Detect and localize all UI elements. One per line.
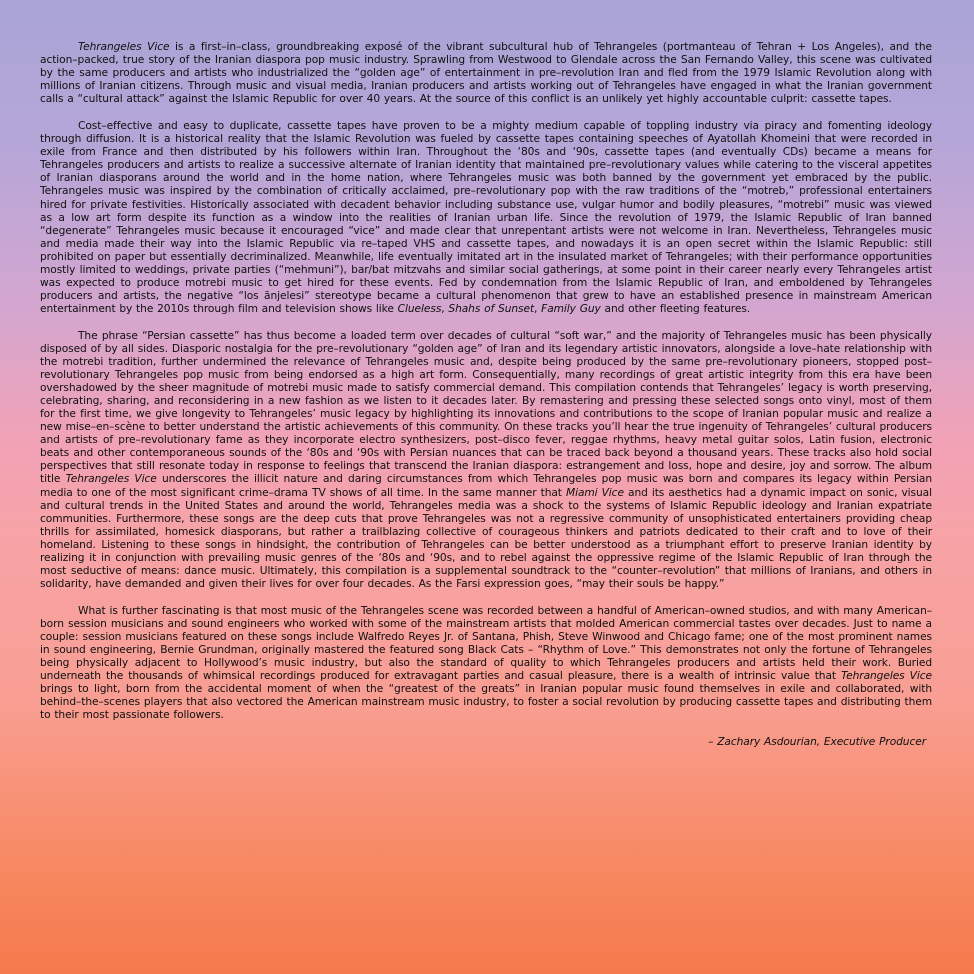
italic-title: Tehrangeles Vice [78,40,170,53]
text-run: underscores the illicit nature and daring circumstances from which Tehrangeles pop music was born and compares its legacy within Persian media to one of the most significant crime–drama TV shows of all time. In the same manner that [40,472,932,499]
text-run: Cost–effective and easy to duplicate, cassette tapes have proven to be a mighty medium capable of toppling industry via piracy and fomenting ideology through diffusion. It is a historical reality that the Islamic Revolution was fueled by cassette tapes containing speeches of Ayatollah Khomeini that were recorded in exile from France and then distributed by his followers within Iran. Throughout the ‘80s and ‘90s, cassette tapes (and eventually CDs) became a means for Tehrangeles producers and artists to realize a successive alternate of Iranian identity that maintained pre–revolutionary values while catering to the visceral appetites of Iranian diasporans around the world and in the home nation, where Tehrangeles music was both banned by the government yet embraced by the public. Tehrangeles music was inspired by the combination of critically acclaimed, pre–revolutionary pop with the raw traditions of the “motreb,” professional entertainers hired for private festivities. Historically associated with decadent behavior including substance use, vulgar humor and bodily pleasures, “motrebi” music was viewed as a low art form despite its function as a window into the realities of Iranian urban life. Since the revolution of 1979, the Islamic Republic of Iran banned “degenerate” Tehrangeles music because it encouraged “vice” and made clear that unrepentant artists were not welcome in Iran. Nevertheless, Tehrangeles music and media made their way into the Islamic Republic via re–taped VHS and cassette tapes, and nowadays it is an open secret within the Islamic Republic: still prohibited on paper but essentially decriminalized. Meanwhile, life eventually imitated art in the insulated market of Tehrangeles; with their performance opportunities mostly limited to weddings, private parties (“mehmuni”), bar/bat mitzvahs and similar social gatherings, at some point in their career nearly every Tehrangeles artist was expected to produce motrebi music to get hired for these events. Fed by condemnation from the Islamic Republic of Iran, and emboldened by Tehrangeles producers and artists, the negative “los ānjelesi” stereotype became a cultural phenomenon that grew to have an established presence in mainstream American entertainment by the 2010s through film and television shows like [40,119,932,315]
italic-title: Tehrangeles Vice [65,472,157,486]
text-run: , [441,301,449,315]
paragraph-1 [40,40,932,105]
italic-title: Tehrangeles Vice [841,669,932,683]
paragraph-2 [40,119,932,315]
italic-title: Shahs of Sunset [448,301,535,315]
text-run: The phrase “Persian cassette” has thus become a loaded term over decades of cultural “soft war,” and the majority of Tehrangeles music has been physically disposed of by all sides. Diasporic nostalgia for the pre–revolutionary “golden age” of Iran and its legendary artistic innovators, alongside a love–hate relationship with the motrebi tradition, further undermined the relevance of Tehrangeles music and, despite being produced by the same pre–revolutionary pioneers, stopped post–revolutionary Tehrangeles pop music from being endorsed as a high art form. Consequentially, many recordings of great artistic integrity from this era have been overshadowed by the sheer magnitude of motrebi music made to satisfy commercial demand. This compilation contends that Tehrangeles’ legacy is worth preserving, celebrating, sharing, and reconsidering in a new fashion as we listen to it decades later. By remastering and pressing these selected songs onto vinyl, most of them for the first time, we give longevity to Tehrangeles’ music legacy by highlighting its innovations and contributions to the scope of Iranian popular music and realize a new mise–en–scène to better understand the artistic achievements of this community. On these tracks you’ll hear the true ingenuity of Tehrangeles’ cultural producers and artists of pre–revolutionary fame as they incorporate electro synthesizers, post–disco fever, reggae rhythms, heavy metal guitar solos, Latin fusion, electronic beats and other contemporaneous sounds of the ‘80s and ‘90s with Persian nuances that can be traced back beyond a thousand years. These tracks also hold social perspectives that still resonate today in response to feelings that transcend the Iranian diaspora: estrangement and loss, hope and desire, joy and sorrow. The album title [40,328,932,486]
italic-title: Clueless [397,301,442,315]
liner-notes [40,40,932,748]
text-run: and its aesthetics had a dynamic impact on sonic, visual and cultural trends in the United States and around the world, Tehrangeles media was a shock to the systems of Islamic Republic ideology and Iranian expatriate communities. Furthermore, these songs are the deep cuts that prove Tehrangeles was not a regressive community of unsophisticated entertainers providing cheap thrills for assimilated, homesick diasporans, but rather a trailblazing collective of courageous thinkers and patriots dedicated to their craft and to love of their homeland. Listening to these songs in hindsight, the contribution of Tehrangeles can be better understood as a triumphant effort to preserve Iranian identity by realizing it in conjunction with prevailing music genres of the ‘80s and ‘90s, and to rebel against the oppressive regime of the Islamic Republic of Iran through the most seductive of means: dance music. Ultimately, this compilation is a supplemental soundtrack to the “counter–revolution” that millions of Iranians, and others in solidarity, have demanded and given their lives for over four decades. As the Farsi expression goes, “may their souls be happy.” [40,485,932,590]
italic-title: Family Guy [541,301,601,315]
text-run: , [534,301,542,315]
text-run: and other fleeting features. [600,301,751,315]
signature: – Zachary Asdourian, Executive Producer [708,735,926,749]
text-run: is a first–in–class, groundbreaking exposé of the vibrant subcultural hub of Tehrangeles (portmanteau of Tehran + Los Angeles), and the action–packed, true story of the Iranian diaspora pop music industry. Sprawling from Westwood to Glendale across the San Fernando Valley, this scene was cultivated by the same producers and artists who industrialized the “golden age” of entertainment in pre–revolution Iran and fled from the 1979 Islamic Revolution along with millions of Iranian citizens. Through music and visual media, Iranian producers and artists working out of Tehrangeles have engaged in what the Iranian government calls a “cultural attack” against the Islamic Republic for over 40 years. At the source of this conflict is an unlikely yet highly accountable culprit: cassette tapes. [40,40,932,106]
italic-title: Miami Vice [565,485,624,499]
paragraph-3 [40,329,932,590]
text-run: brings to light, born from the accidental moment of when the “greatest of the greats” in Iranian popular music found themselves in exile and collaborated, with behind–the–scenes players that also vectored the American mainstream music industry, to foster a social revolution by producing cassette tapes and distributing them to their most passionate followers. [40,682,932,722]
text-run: What is further fascinating is that most music of the Tehrangeles scene was recorded between a handful of American–owned studios, and with many American–born session musicians and sound engineers who worked with some of the mainstream artists that molded American commercial tastes over decades. Just to name a couple: session musicians featured on these songs include Walfredo Reyes Jr. of Santana, Phish, Steve Winwood and Chicago fame; one of the most prominent names in sound engineering, Bernie Grundman, originally mastered the featured song Black Cats – “Rhythm of Love.” This demonstrates not only the fortune of Tehrangeles being physically adjacent to Hollywood’s music industry, but also the standard of quality to which Tehrangeles producers and artists held their work. Buried underneath the thousands of whimsical recordings produced for extravagant parties and casual pleasure, there is a wealth of intrinsic value that [40,603,932,683]
paragraph-4 [40,604,932,721]
